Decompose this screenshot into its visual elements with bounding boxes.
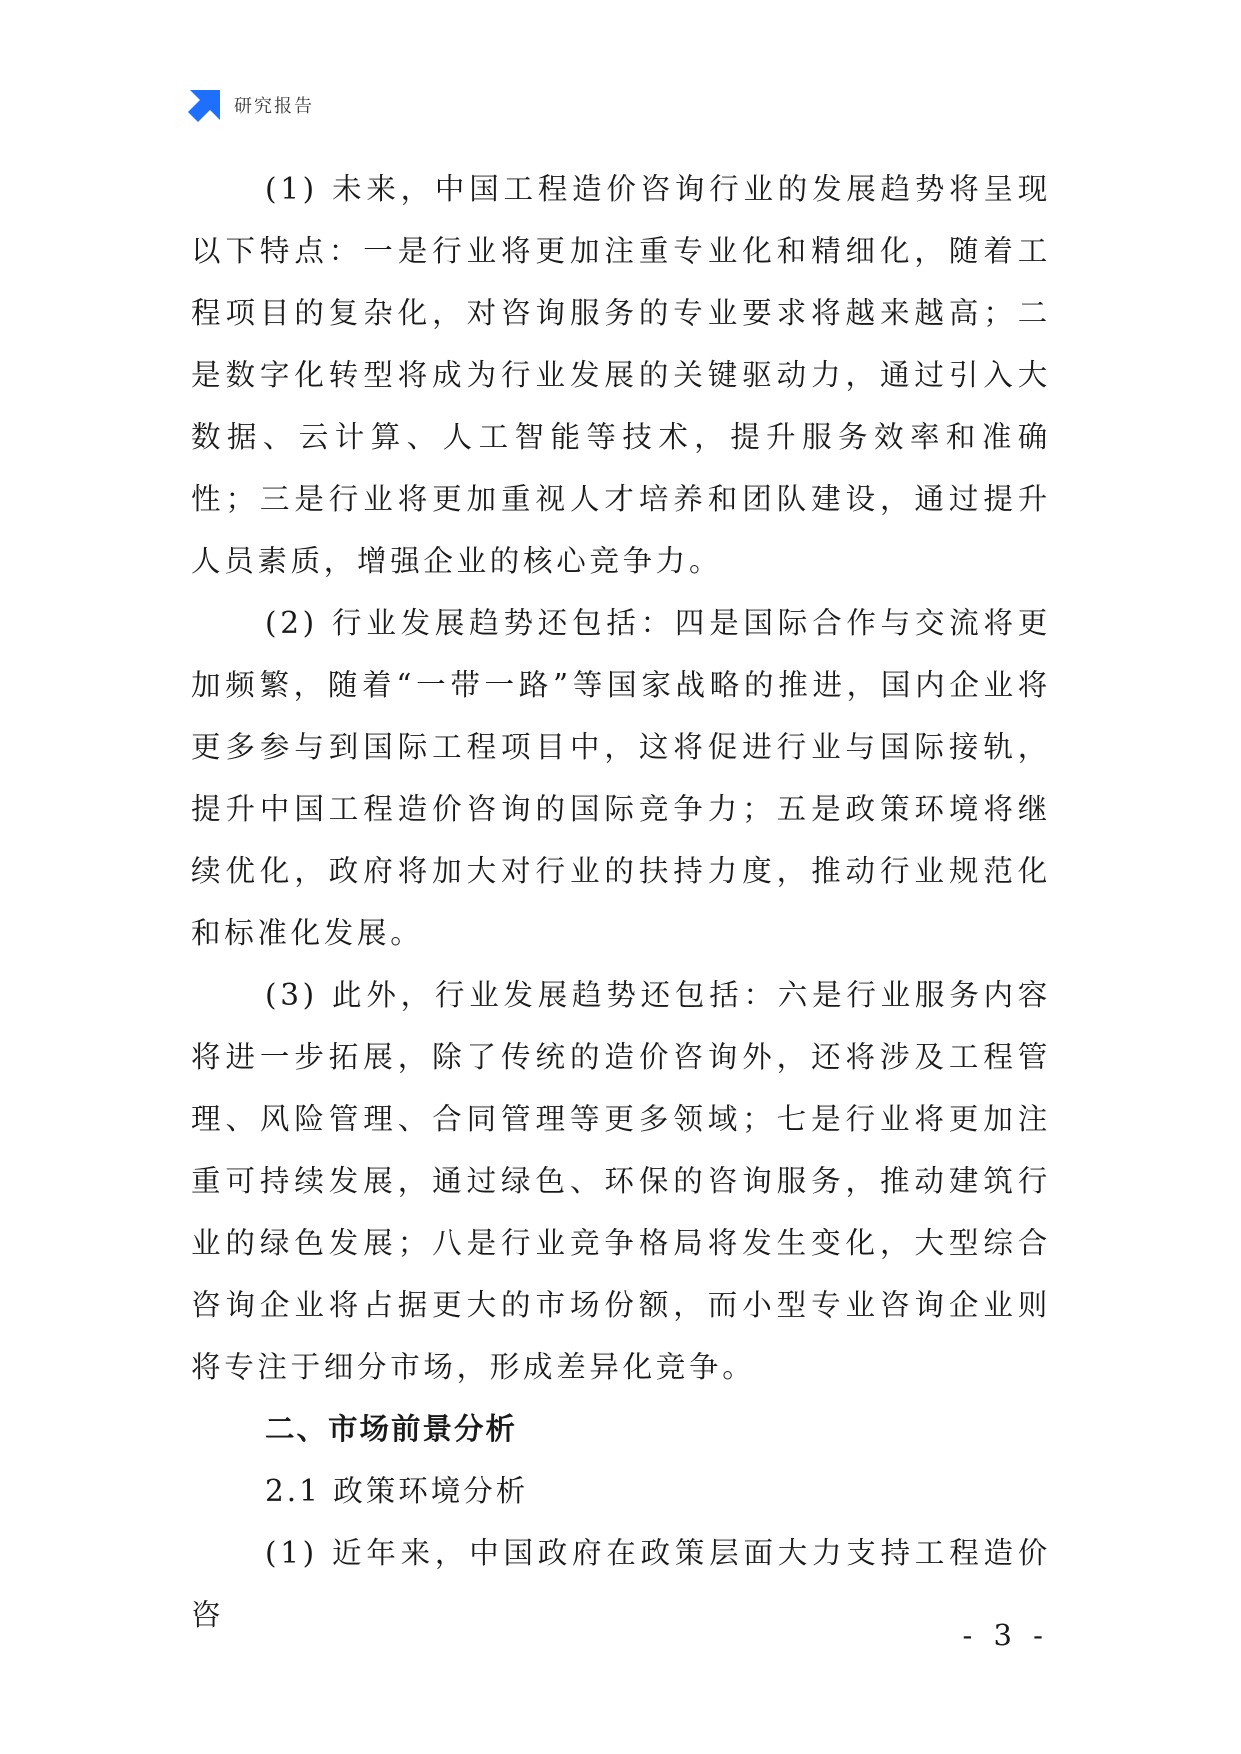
subsection-heading: 2.1 政策环境分析 — [265, 1474, 529, 1508]
document-body — [191, 158, 1051, 1646]
arrow-up-right-icon — [188, 88, 222, 122]
page-header — [188, 88, 314, 122]
page-number: - 3 - — [962, 1618, 1049, 1652]
paragraph-1: (1) 未来，中国工程造价咨询行业的发展趋势将呈现以下特点：一是行业将更加注重专业化和精细化，随着工程项目的复杂化，对咨询服务的专业要求将越来越高；二是数字化转型将成为行业发展的关键驱动力，通过引入大数据、云计算、人工智能等技术，提升服务效率和准确性；三是行业将更加重视人才培养和团队建设，通过提升人员素质，增强企业的核心竞争力。 — [191, 172, 1051, 578]
paragraph-2: (2) 行业发展趋势还包括：四是国际合作与交流将更加频繁，随着“一带一路”等国家战略的推进，国内企业将更多参与到国际工程项目中，这将促进行业与国际接轨，提升中国工程造价咨询的国际竞争力；五是政策环境将继续优化，政府将加大对行业的扶持力度，推动行业规范化和标准化发展。 — [191, 606, 1051, 950]
paragraph-3: (3) 此外，行业发展趋势还包括：六是行业服务内容将进一步拓展，除了传统的造价咨询外，还将涉及工程管理、风险管理、合同管理等更多领域；七是行业将更加注重可持续发展，通过绿色、环保的咨询服务，推动建筑行业的绿色发展；八是行业竞争格局将发生变化，大型综合咨询企业将占据更大的市场份额，而小型专业咨询企业则将专注于细分市场，形成差异化竞争。 — [191, 978, 1051, 1384]
header-title: 研究报告 — [234, 96, 314, 117]
section-heading: 二、市场前景分析 — [265, 1412, 518, 1446]
paragraph-4: (1) 近年来，中国政府在政策层面大力支持工程造价咨 — [191, 1536, 1051, 1632]
